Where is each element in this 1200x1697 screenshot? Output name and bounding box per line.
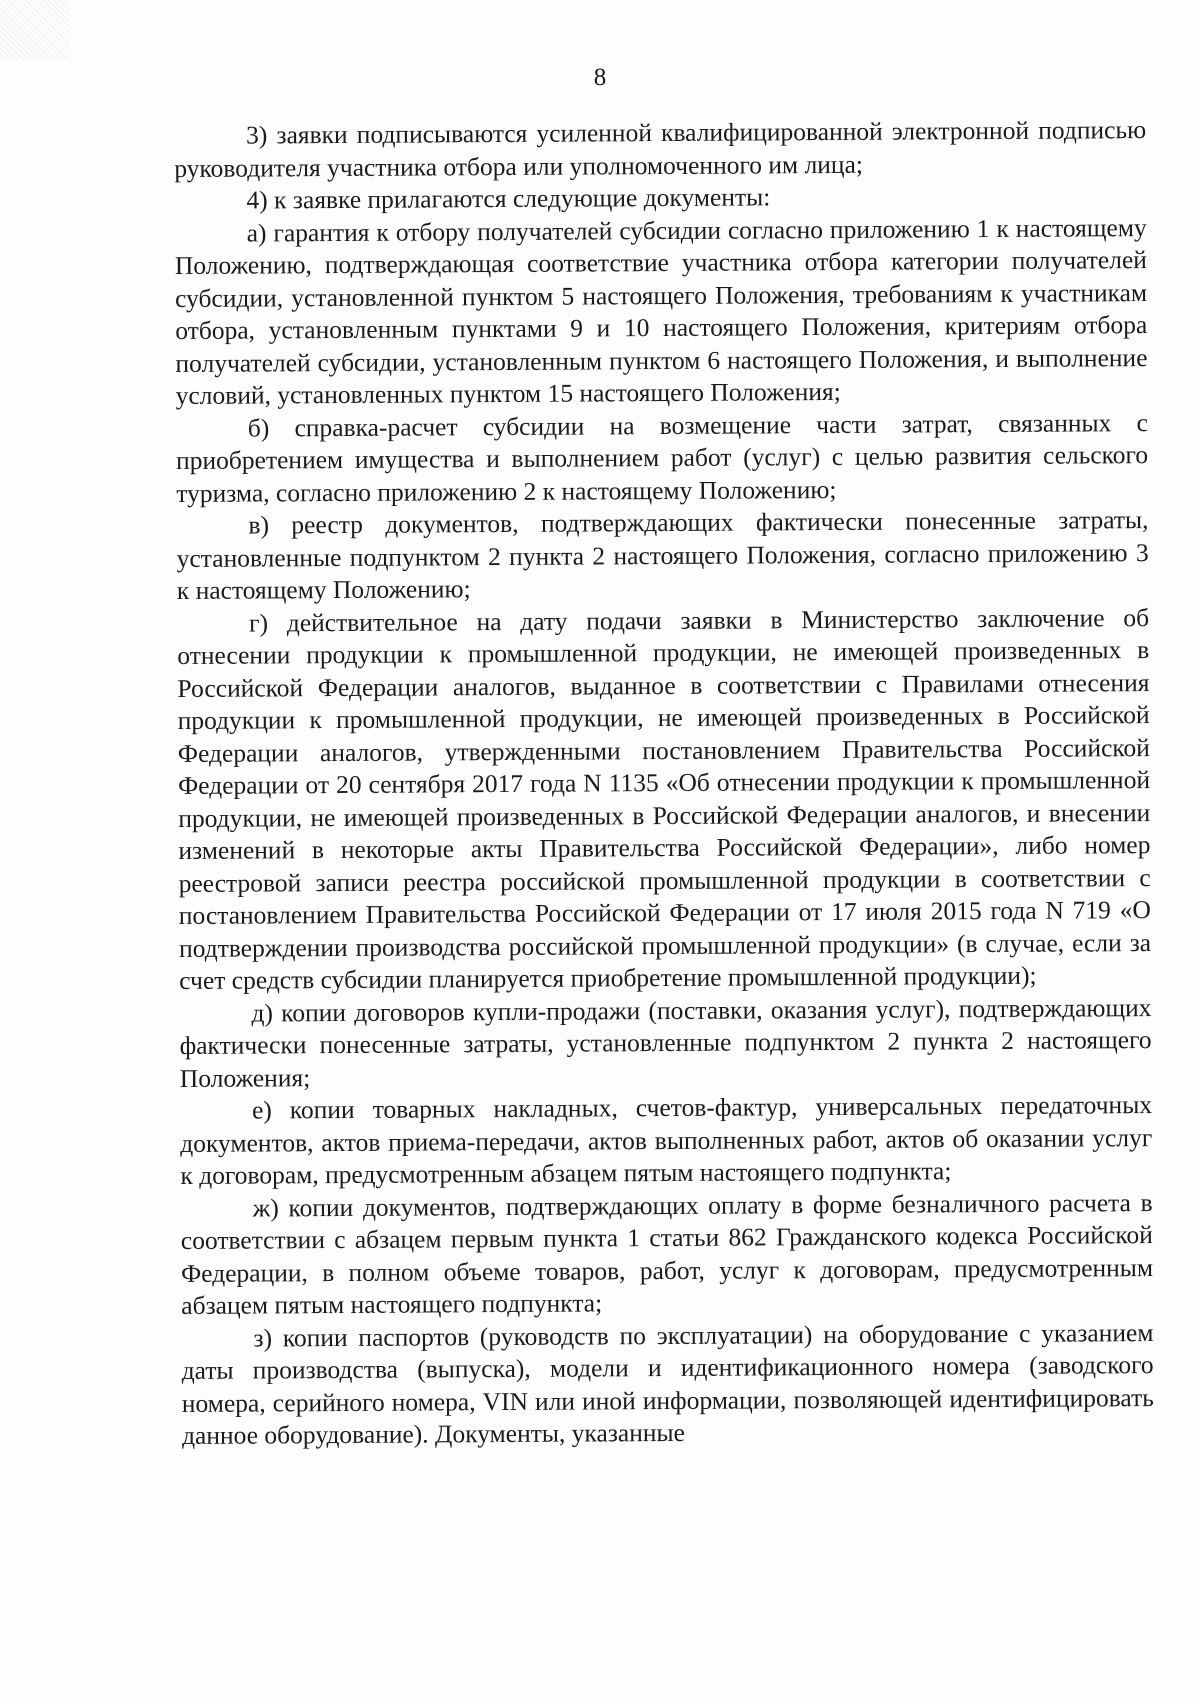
paragraph-subitem-b: б) справка-расчет субсидии на возмещение части затрат, связанных с приобретением имущества и выполнением работ (услуг) с целью развития сельского туризма, согласно приложению 2 к настоящему Положению; [175,407,1149,508]
page-number: 8 [593,64,607,91]
scan-artifact [0,0,70,60]
paragraph-subitem-zh: ж) копии документов, подтверждающих оплату в форме безналичного расчета в соответствии с абзацем первым пункта 1 статьи 862 Гражданского кодекса Российской Федерации, в полном объеме товаров, работ, услуг к договорам, предусмотренным абзацем пятым настоящего подпункта; [180,1187,1154,1320]
paragraph-subitem-a: а) гарантия к отбору получателей субсидии согласно приложению 1 к настоящему Положению, подтверждающая соответствие участника отбора категории получателей субсидии, установленной пунктом 5 настоящего Положения, требованиям к участникам отбора, установленным пунктами 9 и 10 настоящего Положения, критериям отбора получателей субсидии, установленным пунктом 6 настоящего Положения, и выполнение условий, установленных пунктом 15 настоящего Положения; [174,212,1148,410]
paragraph-subitem-v: в) реестр документов, подтверждающих фактически понесенные затраты, установленные подпунктом 2 пункта 2 настоящего Положения, согласно приложению 3 к настоящему Положению; [176,505,1149,605]
paragraph-item-3: 3) заявки подписываются усиленной квалифицированной электронной подписью руководителя участника отбора или уполномоченного им лица; [174,115,1147,183]
paragraph-subitem-e: е) копии товарных накладных, счетов-фактур, универсальных передаточных документов, актов приема-передачи, актов выполненных работ, актов об оказании услуг к договорам, предусмотренным абзацем пятым настоящего подпункта; [180,1090,1153,1190]
paragraph-subitem-d: д) копии договоров купли-продажи (поставки, оказания услуг), подтверждающих фактически понесенные затраты, установленные подпунктом 2 пункта 2 настоящего Положения; [179,992,1152,1093]
paragraph-item-4: 4) к заявке прилагаются следующие документы: [246,182,771,215]
paragraph-subitem-g: г) действительное на дату подачи заявки в Министерство заключение об отнесении продукции к промышленной продукции, не имеющей произведенных в Российской Федерации аналогов, выданное в соответствии с Правилами отнесения продукции к промышленной продукции, не имеющей произведенных в Российской Федерации аналогов, утвержденными постановлением Правительства Российской Федерации от 20 сентября 2017 года N 1135 «Об отнесении продукции к промышленной продукции, не имеющей произведенных в Российской Федерации аналогов, и внесении изменений в некоторые акты Правительства Российской Федерации», либо номер реестровой записи реестра российской промышленной продукции в соответствии с постановлением Правительства Российской Федерации от 17 июля 2015 года N 719 «О подтверждении производства российской промышленной продукции» (в случае, если за счет средств субсидии планируется приобретение промышленной продукции); [177,602,1152,995]
paragraph-subitem-z: з) копии паспортов (руководств по эксплуатации) на оборудование с указанием даты производства (выпуска), модели и идентификационного номера (заводского номера, серийного номера, VIN или иной информации, позволяющей идентифицировать данное оборудование). Документы, указанные [181,1317,1154,1450]
document-body [174,114,1154,1452]
